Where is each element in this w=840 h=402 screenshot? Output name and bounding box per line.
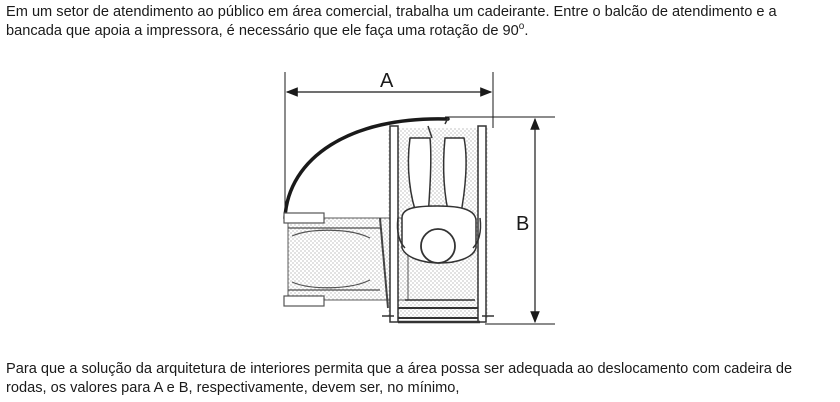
prompt-line-1: Para que a solução da arquitetura de interiores permita que a área possa ser adequada ao deslocamento com cadeira de (6, 361, 793, 377)
wheelchair (382, 118, 494, 322)
intro-line-2-end: . (524, 23, 529, 39)
intro-line-2-text: bancada que apoia a impressora, é necessário que ele faça uma rotação de 90 (6, 23, 519, 39)
degree-superscript: o (518, 21, 525, 33)
question-prompt (6, 360, 834, 398)
label-a: A (380, 70, 394, 92)
intro-line-1: Em um setor de atendimento ao público em área comercial, trabalha um cadeirante. Entre o balcão de atendimento e a (6, 4, 777, 20)
intro-line-2 (6, 22, 834, 41)
label-b: B (516, 213, 530, 235)
wheelchair-rotation-figure (270, 68, 570, 330)
question-intro (6, 3, 834, 41)
prompt-line-2: rodas, os valores para A e B, respectivamente, devem ser, no mínimo, (6, 380, 460, 396)
